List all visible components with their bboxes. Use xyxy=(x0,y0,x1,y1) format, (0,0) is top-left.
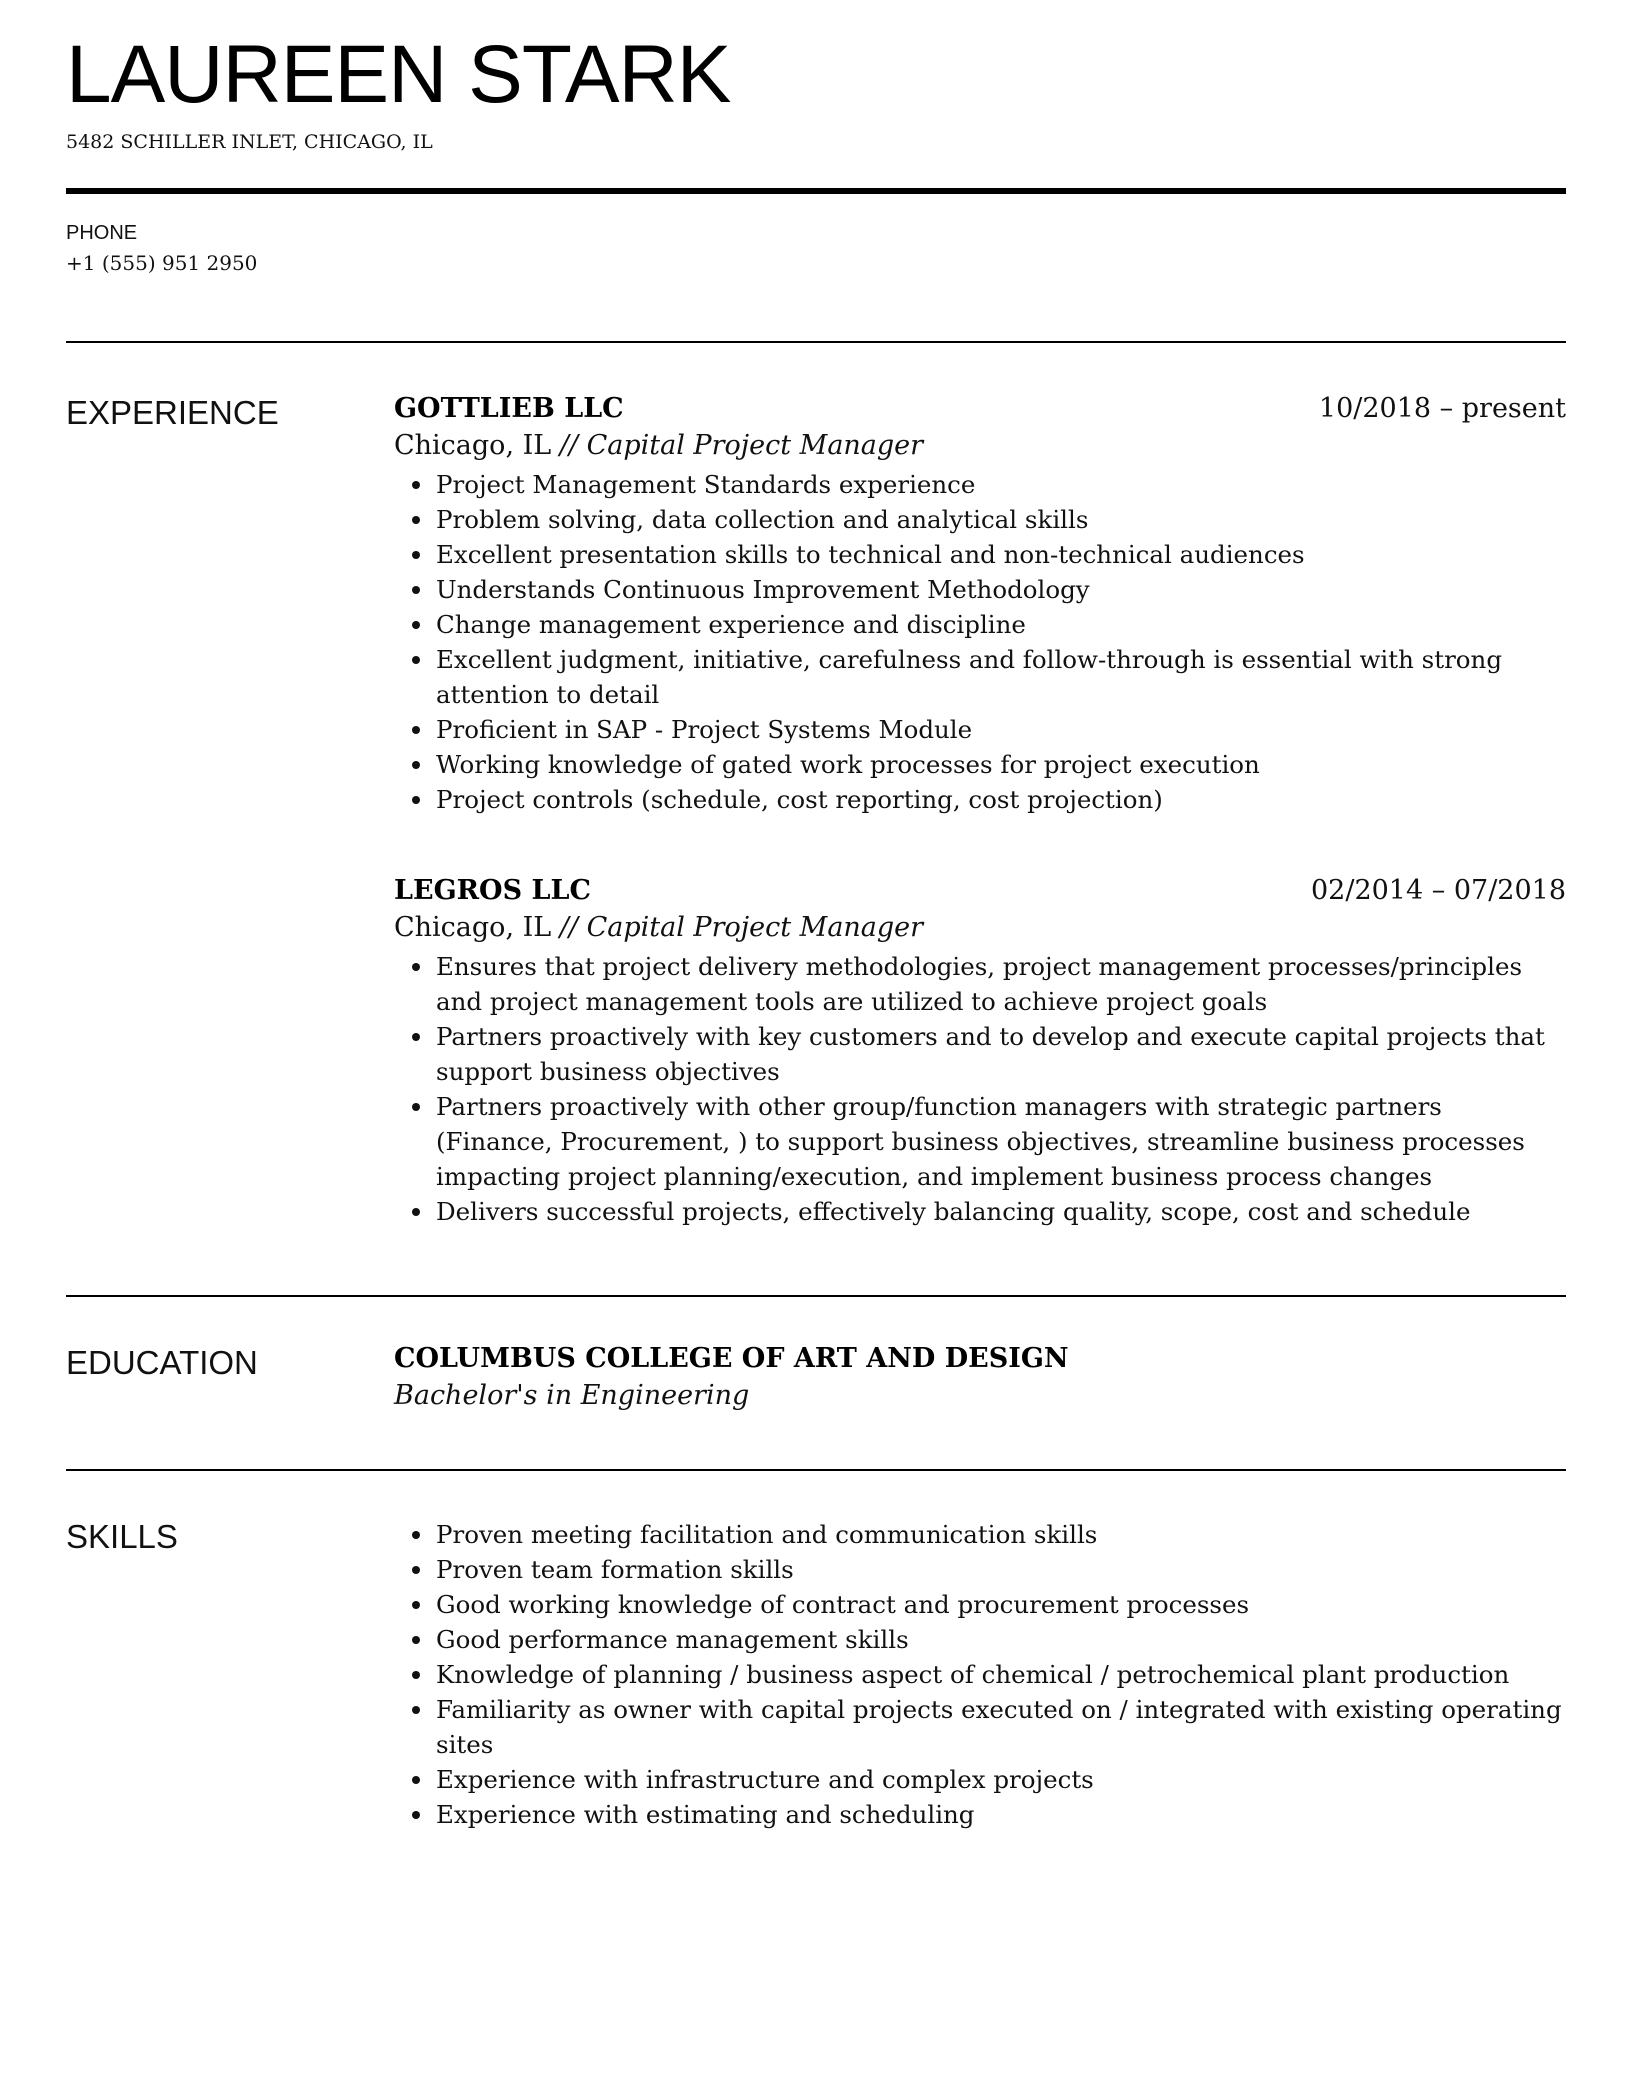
experience-body xyxy=(394,393,1566,1229)
resume-page xyxy=(66,0,1566,1832)
bullet-dot-icon xyxy=(412,1706,420,1714)
skill-item xyxy=(394,1657,1566,1692)
bullet-dot-icon xyxy=(412,1033,420,1041)
company-name: LEGROS LLC xyxy=(394,875,591,906)
skills-body xyxy=(394,1517,1566,1832)
job-location: Chicago, IL xyxy=(394,912,552,943)
job-location-role xyxy=(394,912,1566,943)
bullet-dot-icon xyxy=(412,1103,420,1111)
skill-text: Proven team formation skills xyxy=(436,1555,794,1584)
skill-text: Good working knowledge of contract and procurement processes xyxy=(436,1590,1250,1619)
bullet-dot-icon xyxy=(412,586,420,594)
skill-item xyxy=(394,1797,1566,1832)
bullet-text: Excellent presentation skills to technical and non-technical audiences xyxy=(436,540,1305,569)
bullet-dot-icon xyxy=(412,796,420,804)
bullet-dot-icon xyxy=(412,1776,420,1784)
bullet-item xyxy=(394,572,1566,607)
contact-block xyxy=(66,222,1566,275)
bullet-text: Delivers successful projects, effectively balancing quality, scope, cost and schedule xyxy=(436,1197,1471,1226)
skill-text: Experience with infrastructure and complex projects xyxy=(436,1765,1094,1794)
job-role: Capital Project Manager xyxy=(586,912,924,943)
skills-list xyxy=(394,1517,1566,1832)
school-name: COLUMBUS COLLEGE OF ART AND DESIGN xyxy=(394,1343,1069,1374)
bullet-dot-icon xyxy=(412,1531,420,1539)
bullet-dot-icon xyxy=(412,621,420,629)
job-bullets xyxy=(394,949,1566,1229)
bullet-text: Excellent judgment, initiative, carefulness and follow-through is essential with strong attention to detail xyxy=(436,645,1503,709)
bullet-item xyxy=(394,1194,1566,1229)
bullet-item xyxy=(394,1089,1566,1194)
role-separator: // xyxy=(559,430,578,461)
education-heading: EDUCATION xyxy=(66,1344,258,1381)
role-separator: // xyxy=(559,912,578,943)
skill-item xyxy=(394,1517,1566,1552)
experience-heading: EXPERIENCE xyxy=(66,394,279,431)
section-divider xyxy=(66,341,1566,343)
bullet-dot-icon xyxy=(412,1208,420,1216)
skill-item xyxy=(394,1762,1566,1797)
bullet-item xyxy=(394,712,1566,747)
education-body xyxy=(394,1343,1566,1411)
skill-item xyxy=(394,1692,1566,1762)
skills-section xyxy=(66,1517,1566,1832)
degree-name: Bachelor's in Engineering xyxy=(394,1380,750,1411)
skill-text: Good performance management skills xyxy=(436,1625,909,1654)
job-role: Capital Project Manager xyxy=(586,430,924,461)
experience-section xyxy=(66,393,1566,1229)
bullet-text: Partners proactively with other group/function managers with strategic partners (Finance, Procurement, ) to support business objectives, streamline business processes impacting project planning/execution, and implement business process changes xyxy=(436,1092,1525,1191)
skill-text: Proven meeting facilitation and communication skills xyxy=(436,1520,1098,1549)
bullet-text: Project Management Standards experience xyxy=(436,470,976,499)
bullet-text: Project controls (schedule, cost reporting, cost projection) xyxy=(436,785,1163,814)
bullet-item xyxy=(394,607,1566,642)
skill-text: Experience with estimating and scheduling xyxy=(436,1800,975,1829)
skill-text: Knowledge of planning / business aspect of chemical / petrochemical plant production xyxy=(436,1660,1510,1689)
job-bullets xyxy=(394,467,1566,817)
section-divider xyxy=(66,1469,1566,1471)
bullet-text: Change management experience and discipline xyxy=(436,610,1026,639)
bullet-dot-icon xyxy=(412,761,420,769)
bullet-item xyxy=(394,949,1566,1019)
job-dates: 02/2014 – 07/2018 xyxy=(1311,875,1566,906)
bullet-item xyxy=(394,467,1566,502)
phone-label: PHONE xyxy=(66,222,138,244)
bullet-dot-icon xyxy=(412,1636,420,1644)
bullet-dot-icon xyxy=(412,481,420,489)
bullet-item xyxy=(394,537,1566,572)
education-section xyxy=(66,1343,1566,1411)
job-entry xyxy=(394,393,1566,817)
bullet-dot-icon xyxy=(412,516,420,524)
phone-value: +1 (555) 951 2950 xyxy=(66,251,258,275)
candidate-name: LAUREEN STARK xyxy=(66,29,731,120)
bullet-text: Problem solving, data collection and analytical skills xyxy=(436,505,1089,534)
job-location-role xyxy=(394,430,1566,461)
bullet-text: Understands Continuous Improvement Methodology xyxy=(436,575,1090,604)
bullet-item xyxy=(394,642,1566,712)
bullet-dot-icon xyxy=(412,963,420,971)
bullet-dot-icon xyxy=(412,726,420,734)
bullet-item xyxy=(394,1019,1566,1089)
header-divider xyxy=(66,188,1566,194)
job-header xyxy=(394,875,1566,906)
bullet-text: Proficient in SAP - Project Systems Module xyxy=(436,715,973,744)
skills-heading: SKILLS xyxy=(66,1518,178,1555)
bullet-text: Working knowledge of gated work processes for project execution xyxy=(436,750,1260,779)
bullet-dot-icon xyxy=(412,551,420,559)
bullet-item xyxy=(394,747,1566,782)
job-location: Chicago, IL xyxy=(394,430,552,461)
candidate-address: 5482 SCHILLER INLET, CHICAGO, IL xyxy=(66,131,433,153)
section-divider xyxy=(66,1295,1566,1297)
skill-item xyxy=(394,1587,1566,1622)
bullet-text: Partners proactively with key customers and to develop and execute capital projects that support business objectives xyxy=(436,1022,1545,1086)
job-entry xyxy=(394,875,1566,1229)
bullet-item xyxy=(394,502,1566,537)
skill-item xyxy=(394,1552,1566,1587)
bullet-text: Ensures that project delivery methodologies, project management processes/principles and project management tools are utilized to achieve project goals xyxy=(436,952,1523,1016)
bullet-dot-icon xyxy=(412,1811,420,1819)
bullet-item xyxy=(394,782,1566,817)
bullet-dot-icon xyxy=(412,656,420,664)
skill-text: Familiarity as owner with capital projects executed on / integrated with existing operating sites xyxy=(436,1695,1562,1759)
job-dates: 10/2018 – present xyxy=(1318,393,1566,424)
skill-item xyxy=(394,1622,1566,1657)
company-name: GOTTLIEB LLC xyxy=(394,393,624,424)
bullet-dot-icon xyxy=(412,1671,420,1679)
bullet-dot-icon xyxy=(412,1566,420,1574)
bullet-dot-icon xyxy=(412,1601,420,1609)
job-header xyxy=(394,393,1566,424)
